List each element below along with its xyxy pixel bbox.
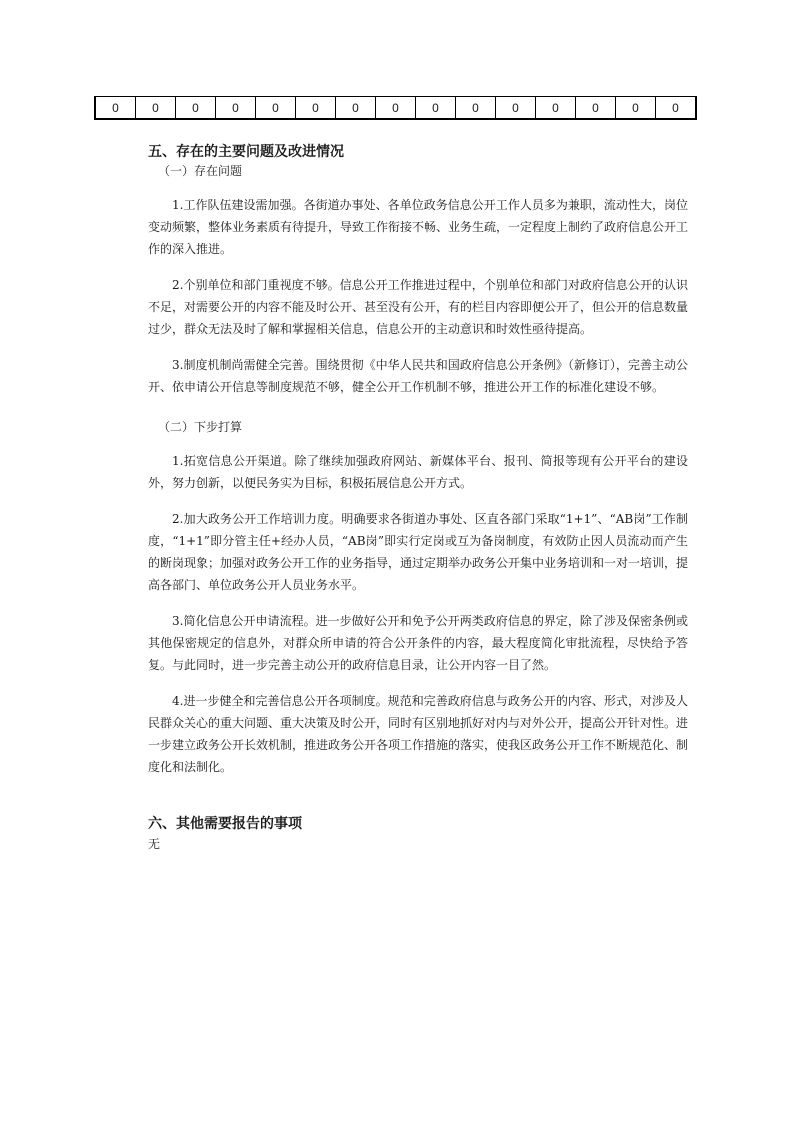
statistics-table-row	[94, 96, 697, 120]
problem-paragraph-1: 1.工作队伍建设需加强。各街道办事处、各单位政务信息公开工作人员多为兼职，流动性大，岗位变动频繁，整体业务素质有待提升，导致工作衔接不畅、业务生疏，一定程度上制约了政府信息公开工作的深入推进。	[148, 198, 689, 256]
document-body	[148, 142, 688, 854]
table-cell: 0	[255, 97, 295, 118]
table-cell: 0	[375, 97, 415, 118]
subheading-plans: （二）下步打算	[158, 420, 243, 434]
section-5-title: 五、存在的主要问题及改进情况	[148, 144, 344, 160]
table-cell: 0	[135, 97, 175, 118]
plan-paragraph-3: 3.简化信息公开申请流程。进一步做好公开和免予公开两类政府信息的界定，除了涉及保密条例或其他保密规定的信息外，对群众所申请的符合公开条件的内容，最大程度简化审批流程，尽快给予答复。与此同时，进一步完善主动公开的政府信息目录，让公开内容一目了然。	[148, 614, 688, 672]
plan-paragraph-2: 2.加大政务公开工作培训力度。明确要求各街道办事处、区直各部门采取“1+1”、“AB岗”工作制度，“1+1”即分管主任+经办人员，“AB岗”即实行定岗或互为备岗制度，有效防止因人员流动而产生的断岗现象；加强对政务公开工作的业务指导，通过定期举办政务公开集中业务培训和一对一培训，提高各部门、单位政务公开人员业务水平。	[148, 512, 689, 592]
table-cell: 0	[615, 97, 655, 118]
subheading-problems: （一）存在问题	[158, 164, 243, 178]
table-cell: 0	[535, 97, 575, 118]
table-cell: 0	[175, 97, 215, 118]
table-cell: 0	[655, 97, 697, 118]
plan-paragraph-1: 1.拓宽信息公开渠道。除了继续加强政府网站、新媒体平台、报刊、简报等现有公开平台的建设外，努力创新，以便民务实为目标，积极拓展信息公开方式。	[148, 454, 688, 490]
table-cell: 0	[455, 97, 495, 118]
table-cell: 0	[415, 97, 455, 118]
table-cell: 0	[575, 97, 615, 118]
problem-paragraph-3: 3.制度机制尚需健全完善。围绕贯彻《中华人民共和国政府信息公开条例》（新修订），完善主动公开、依申请公开信息等制度规范不够，健全公开工作机制不够，推进公开工作的标准化建设不够。	[148, 358, 688, 394]
table-cell: 0	[295, 97, 335, 118]
section-6-title: 六、其他需要报告的事项	[148, 816, 302, 832]
table-cell: 0	[215, 97, 255, 118]
section-6-body: 无	[148, 837, 161, 851]
table-cell: 0	[94, 97, 135, 118]
table-cell: 0	[495, 97, 535, 118]
table-cell: 0	[335, 97, 375, 118]
plan-paragraph-4: 4.进一步健全和完善信息公开各项制度。规范和完善政府信息与政务公开的内容、形式，对涉及人民群众关心的重大问题、重大决策及时公开，同时有区别地抓好对内与对外公开，提高公开针对性。进一步建立政务公开长效机制，推进政务公开各项工作措施的落实，使我区政务公开工作不断规范化、制度化和法制化。	[148, 694, 689, 774]
problem-paragraph-2: 2.个别单位和部门重视度不够。信息公开工作推进过程中，个别单位和部门对政府信息公开的认识不足，对需要公开的内容不能及时公开、甚至没有公开，有的栏目内容即便公开了，但公开的信息数量过少，群众无法及时了解和掌握相关信息，信息公开的主动意识和时效性亟待提高。	[148, 278, 689, 336]
